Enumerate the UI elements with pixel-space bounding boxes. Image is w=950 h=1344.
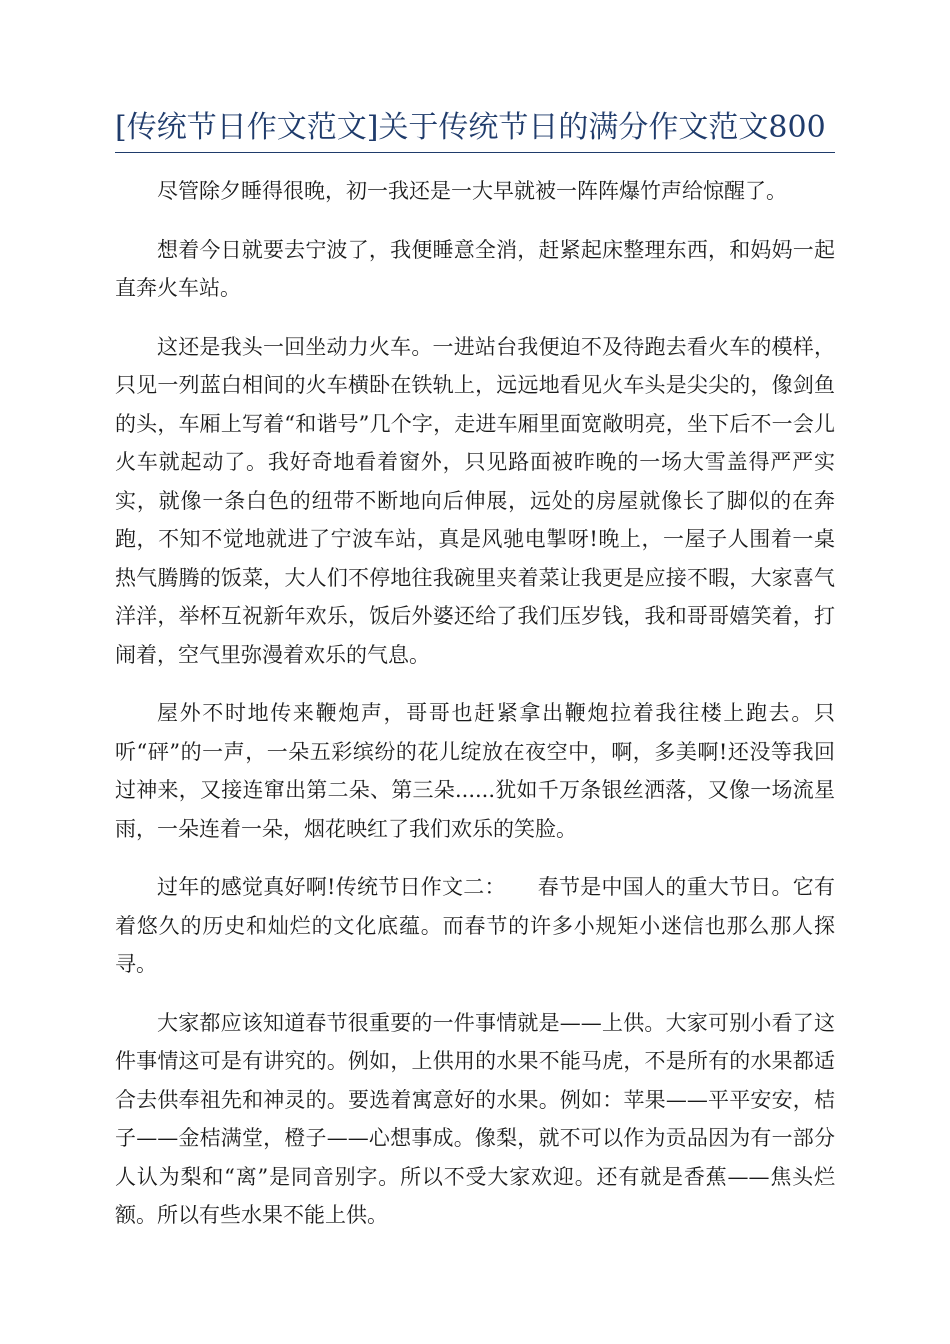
paragraph-3: 这还是我头一回坐动力火车。一进站台我便迫不及待跑去看火车的模样，只见一列蓝白相间的火车横卧在铁轨上，远远地看见火车头是尖尖的，像剑鱼的头，车厢上写着“和谐号”几个字，走进车厢里面宽敞明亮，坐下后不一会儿火车就起动了。我好奇地看着窗外，只见路面被昨晚的一场大雪盖得严严实实，就像一条白色的纽带不断地向后伸展，远处的房屋就像长了脚似的在奔跑，不知不觉地就进了宁波车站，真是风驰电掣呀!晚上，一屋子人围着一桌热气腾腾的饭菜，大人们不停地往我碗里夹着菜让我更是应接不暇，大家喜气洋洋，举杯互祝新年欢乐，饭后外婆还给了我们压岁钱，我和哥哥嬉笑着，打闹着，空气里弥漫着欢乐的气息。 [115, 334, 835, 667]
title-block [115, 108, 835, 153]
paragraph-5: 过年的感觉真好啊!传统节日作文二： 春节是中国人的重大节日。它有着悠久的历史和灿烂的文化底蕴。而春节的许多小规矩小迷信也那么那人探寻。 [115, 875, 835, 976]
paragraph-6: 大家都应该知道春节很重要的一件事情就是——上供。大家可别小看了这件事情这可是有讲究的。例如，上供用的水果不能马虎，不是所有的水果都适合去供奉祖先和神灵的。要选着寓意好的水果。例如：苹果——平平安安，桔子——金桔满堂，橙子——心想事成。像梨，就不可以作为贡品因为有一部分人认为梨和“离”是同音别字。所以不受大家欢迎。还有就是香蕉——焦头烂额。所以有些水果不能上供。 [115, 1010, 835, 1227]
paragraph-4: 屋外不时地传来鞭炮声，哥哥也赶紧拿出鞭炮拉着我往楼上跑去。只听“砰”的一声，一朵五彩缤纷的花儿绽放在夜空中，啊，多美啊!还没等我回过神来，又接连窜出第二朵、第三朵......犹如千万条银丝洒落，又像一场流星雨，一朵连着一朵，烟花映红了我们欢乐的笑脸。 [115, 701, 835, 841]
document-title: [传统节日作文范文]关于传统节日的满分作文范文800 [115, 110, 826, 145]
paragraph-1: 尽管除夕睡得很晚，初一我还是一大早就被一阵阵爆竹声给惊醒了。 [157, 179, 787, 203]
document-body [115, 172, 835, 1255]
paragraph-2: 想着今日就要去宁波了，我便睡意全消，赶紧起床整理东西，和妈妈一起直奔火车站。 [115, 237, 835, 300]
